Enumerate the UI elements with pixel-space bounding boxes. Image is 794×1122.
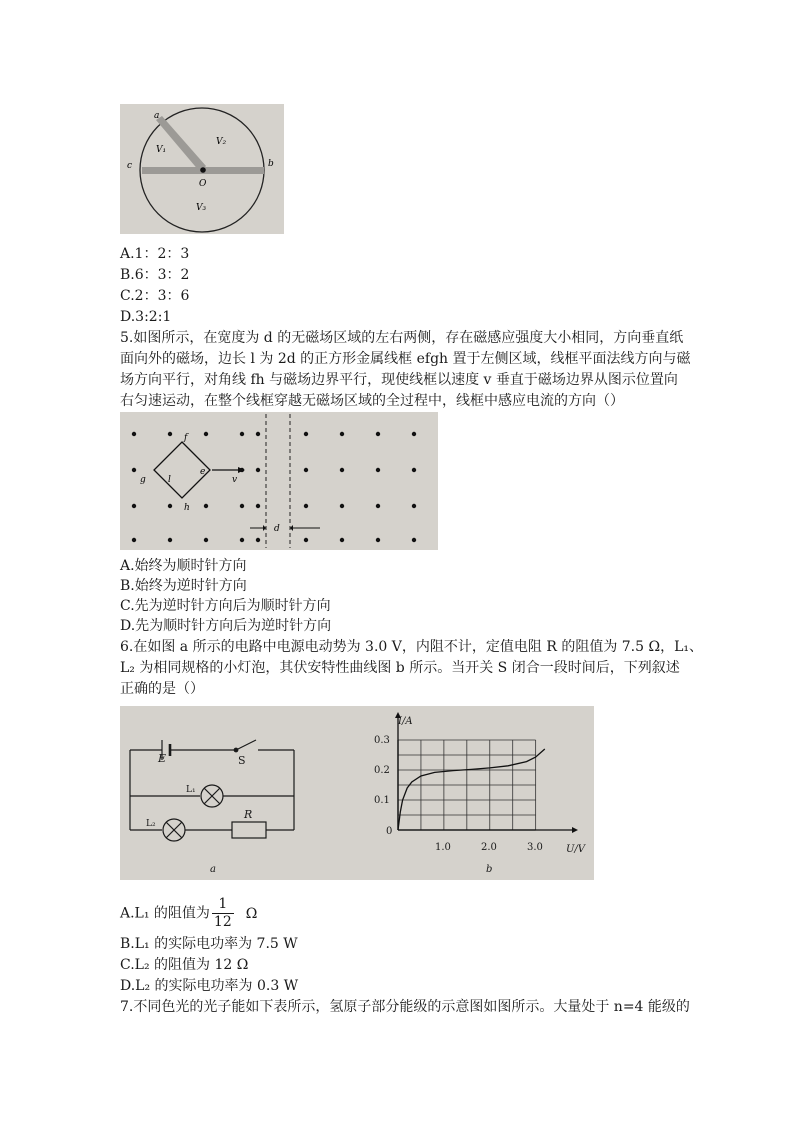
label-e: e (200, 467, 206, 477)
y-tick-0.2: 0.2 (374, 765, 390, 776)
graph-ylabel: I/A (398, 716, 413, 727)
field-dot (204, 432, 208, 436)
field-dot (204, 504, 208, 508)
field-dot (256, 538, 260, 542)
field-dot (168, 432, 172, 436)
x-tick-2.0: 2.0 (481, 842, 497, 853)
label-l2: L₂ (146, 819, 156, 829)
iv-curve (398, 749, 545, 830)
x-tick-3.0: 3.0 (527, 842, 543, 853)
q5-stem-line: 5.如图所示，在宽度为 d 的无磁场区域的左右两侧，存在磁感应强度大小相同，方向垂直纸 (120, 330, 684, 346)
q4-option-d: D.3:2:1 (120, 309, 172, 325)
field-dot (168, 504, 172, 508)
field-dot (340, 504, 344, 508)
fraction-one-twelfth (212, 896, 234, 931)
field-dot (340, 538, 344, 542)
label-d: d (274, 524, 280, 534)
q6-stem (120, 637, 704, 700)
label-v2-bottom: V₃ (196, 203, 207, 213)
q4-option-a: A.1：2：3 (120, 246, 190, 262)
diagonal-bar (156, 116, 206, 172)
field-dot (376, 468, 380, 472)
field-dot (340, 468, 344, 472)
field-dot (240, 538, 244, 542)
field-dot (132, 538, 136, 542)
label-b: b (268, 159, 274, 169)
fraction-denominator: 12 (213, 914, 232, 930)
field-dot (132, 504, 136, 508)
q6-option-a-prefix: A.L₁ 的阻值为 (120, 905, 210, 922)
label-h: h (184, 503, 190, 513)
field-dot (240, 504, 244, 508)
q6-figure-svg (120, 706, 594, 880)
label-l1: L₁ (186, 785, 196, 795)
y-tick-0.1: 0.1 (374, 795, 390, 806)
field-dot (412, 504, 416, 508)
y-tick-0: 0 (386, 826, 393, 837)
label-c: c (127, 161, 133, 171)
field-dot (132, 432, 136, 436)
q5-stem-line: 场方向平行，对角线 fh 与磁场边界平行，现使线框以速度 v 垂直于磁场边界从图示位置向 (120, 372, 678, 388)
q4-option-c: C.2：3：6 (120, 288, 190, 304)
q5-magnetic-field-figure (120, 412, 438, 550)
circle-diagram (120, 104, 284, 234)
q5-option-b: B.始终为逆时针方向 (120, 578, 247, 594)
field-dot (256, 468, 260, 472)
field-dot (412, 432, 416, 436)
field-dot (304, 504, 308, 508)
magnetic-field-diagram (120, 412, 438, 550)
field-dot (376, 432, 380, 436)
q4-circle-figure (120, 104, 284, 234)
label-e: E (158, 752, 167, 765)
q5-stem-line: 右匀速运动，在整个线框穿越无磁场区域的全过程中，线框中感应电流的方向（） (120, 393, 624, 409)
label-s: S (238, 754, 246, 767)
caption-b: b (486, 864, 493, 875)
field-dot (412, 468, 416, 472)
q4-option-b: B.6：3：2 (120, 267, 190, 283)
field-dot (256, 432, 260, 436)
fraction-numerator: 1 (212, 896, 234, 914)
field-dot (204, 538, 208, 542)
q6-option-a (120, 896, 257, 931)
q5-option-c: C.先为逆时针方向后为顺时针方向 (120, 598, 331, 614)
x-tick-1.0: 1.0 (435, 842, 451, 853)
q5-option-a: A.始终为顺时针方向 (120, 558, 247, 574)
field-dot (240, 432, 244, 436)
center-dot (200, 167, 206, 173)
field-dot (256, 504, 260, 508)
resistor-r (232, 822, 266, 838)
field-dot (304, 468, 308, 472)
q6-stem-line: 正确的是（） (120, 681, 204, 697)
q6-option-c: C.L₂ 的阻值为 12 Ω (120, 957, 249, 973)
q6-option-b: B.L₁ 的实际电功率为 7.5 W (120, 936, 298, 952)
q5-option-d: D.先为顺时针方向后为逆时针方向 (120, 618, 332, 634)
q6-option-d: D.L₂ 的实际电功率为 0.3 W (120, 978, 299, 994)
q5-stem-line: 面向外的磁场，边长 l 为 2d 的正方形金属线框 efgh 置于左侧区域，线框平面法线方向与磁 (120, 351, 691, 367)
field-dot (376, 504, 380, 508)
field-dot (304, 538, 308, 542)
switch-blade (236, 740, 256, 750)
field-dot (132, 468, 136, 472)
label-a: a (154, 111, 160, 121)
label-g: g (140, 475, 146, 485)
iv-graph (395, 712, 578, 833)
label-r: R (244, 808, 253, 821)
field-dot (412, 538, 416, 542)
ohm-unit: Ω (245, 905, 258, 922)
q5-stem (120, 328, 691, 412)
field-dot (168, 538, 172, 542)
label-l: l (168, 475, 171, 485)
q6-circuit-and-graph-figure (120, 706, 594, 880)
label-v1: V₁ (156, 145, 167, 155)
y-tick-0.3: 0.3 (374, 735, 390, 746)
label-v: v (232, 475, 238, 485)
graph-xlabel: U/V (566, 844, 586, 855)
q7-stem: 7.不同色光的光子能如下表所示，氢原子部分能级的示意图如图所示。大量处于 n=4 能级的 (120, 999, 690, 1015)
caption-a: a (210, 864, 216, 875)
field-dot (376, 538, 380, 542)
x-axis-arrowhead (572, 827, 578, 833)
label-o: O (199, 179, 207, 189)
field-dot (304, 432, 308, 436)
q6-stem-line: L₂ 为相同规格的小灯泡，其伏安特性曲线图 b 所示。当开关 S 闭合一段时间后，下列叙述 (120, 660, 680, 676)
field-dot (340, 432, 344, 436)
q6-stem-line: 6.在如图 a 所示的电路中电源电动势为 3.0 V，内阻不计，定值电阻 R 的阻值为 7.5 Ω，L₁、 (120, 639, 704, 655)
label-f: f (184, 433, 188, 443)
label-v2-top: V₂ (216, 137, 227, 147)
